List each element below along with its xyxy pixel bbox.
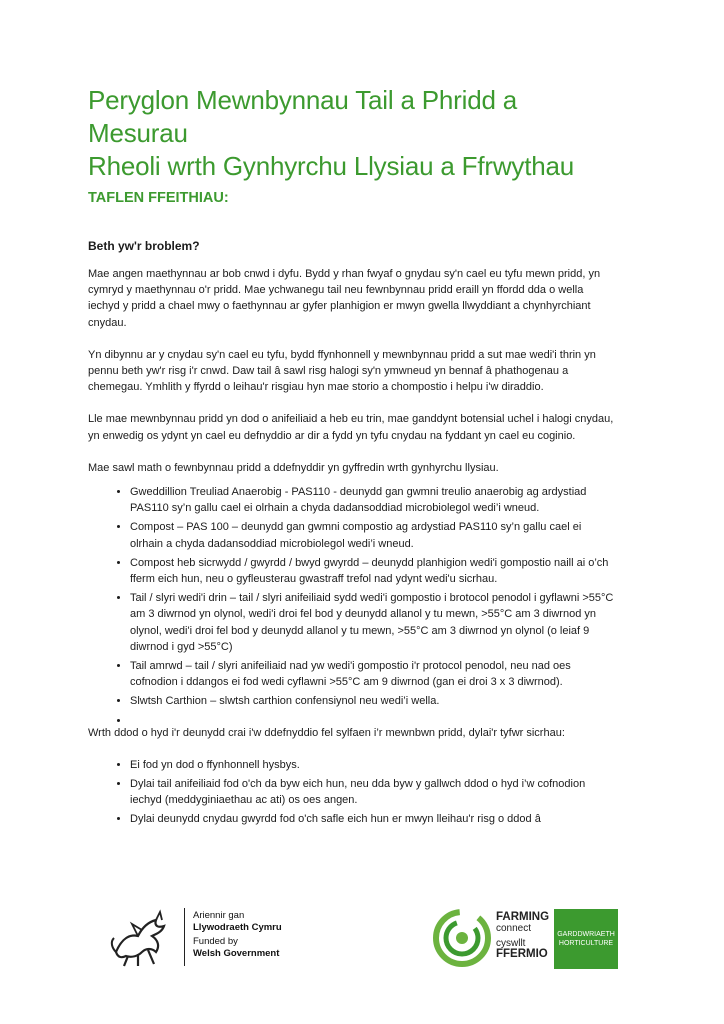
input-types-list: [88, 484, 616, 725]
fc-line: FARMING: [496, 911, 550, 923]
welsh-dragon-icon: [108, 908, 176, 968]
logo-divider: [184, 908, 185, 966]
list-item: • Dylai tail anifeiliaid fod o'ch da byw eich hun, neu dda byw y gallwch ddod o hyd i’w cofnodion iechyd (meddyginiaethau ac ati) os oes angen.: [130, 776, 616, 808]
gov-line: Llywodraeth Cymru: [193, 921, 282, 933]
section-heading: Beth yw'r broblem?: [88, 239, 200, 253]
list-item: • Compost – PAS 100 – deunydd gan gwmni compostio ag ardystiad PAS110 sy’n gallu cael ei olrhain a chyda dadansoddiad microbiolegol wedi’i wneud.: [130, 519, 616, 551]
document-title: [88, 84, 616, 183]
gov-line: Ariennir gan: [193, 910, 245, 921]
farming-connect-ring-icon: [430, 906, 494, 970]
paragraph: Lle mae mewnbynnau pridd yn dod o anifeiliaid a heb eu trin, mae ganddynt botensial uchel i halogi cnydau, yn enwedig os ydynt yn cael eu defnyddio ar dir a fydd yn tyfu cnydau na fyddant yn cael eu coginio.: [88, 413, 614, 442]
paragraph: Yn dibynnu ar y cnydau sy'n cael eu tyfu, bydd ffynhonnell y mewnbynnau pridd a sut mae wedi'i thrin yn pennu beth yw'r risg i'r cnwd. Daw tail â sawl risg halogi sy'n ymwneud yn bennaf â phathogenau a chemegau. Ymhlith y ffyrdd o leihau'r risgiau hyn mae storio a chompostio i helpu i'w diraddio.: [88, 348, 596, 394]
hort-line: HORTICULTURE: [558, 940, 614, 947]
fc-line: connect: [496, 923, 532, 934]
list-item: • Dylai deunydd cnydau gwyrdd fod o'ch safle eich hun er mwyn lleihau'r risg o ddod â: [130, 811, 616, 827]
gov-line: Funded by: [193, 936, 238, 947]
list-item: • Ei fod yn dod o ffynhonnell hysbys.: [130, 757, 616, 773]
fc-line: cyswllt: [496, 938, 526, 949]
list-item: • Tail amrwd – tail / slyri anifeiliaid nad yw wedi'i gompostio i'r protocol penodol, neu nad oes cofnodion i ddangos ei fod wedi cyflawni >55°C am 9 diwrnod (gan ei droi 3 x 3 diwrnod).: [130, 658, 616, 690]
footer-logos: [108, 906, 618, 978]
gov-line: Welsh Government: [193, 947, 280, 959]
horticulture-badge: [554, 909, 618, 969]
title-line-1: Peryglon Mewnbynnau Tail a Phridd a Mesurau: [88, 85, 518, 148]
paragraph: Mae sawl math o fewnbynnau pridd a ddefnyddir yn gyffredin wrth gynhyrchu llysiau.: [88, 461, 499, 474]
document-page: [88, 84, 616, 831]
welsh-government-logo-text: [193, 910, 282, 959]
list-item: • Compost heb sicrwydd / gwyrdd / bwyd gwyrdd – deunydd planhigion wedi'i gompostio naill ai o’ch fferm eich hun, neu o gyfleusterau gwastraff trefol nad ydynt wedi'u sicrhau.: [130, 555, 616, 587]
paragraph: Mae angen maethynnau ar bob cnwd i dyfu. Bydd y rhan fwyaf o gnydau sy'n cael eu tyfu mewn pridd, yn cymryd y maethynnau o'r pridd. Mae ychwanegu tail neu fewnbynnau pridd eraill yn ffordd dda o wella iechyd y pridd a chael mwy o faethynnau ar gyfer planhigion er mwyn gwella llwyddiant a chynhyrchiant cnydau.: [88, 268, 601, 329]
list-item: • Tail / slyri wedi'i drin – tail / slyri anifeiliaid sydd wedi'i gompostio i brotocol penodol i gyflawni >55°C am 3 diwrnod yn olynol, wedi'i droi fel bod y deunydd allanol y tu mewn, >55°C am 3 diwrnod yn olynol, wedi'i droi fel bod y deunydd allanol y tu mewn, >55°C am 3 diwrnod yn olynol (o leiaf 9 diwrnod i gyd >55°C): [130, 590, 616, 655]
title-line-2: Rheoli wrth Gynhyrchu Llysiau a Ffrwythau: [88, 151, 575, 181]
grower-checklist: [88, 757, 616, 828]
list-item: • Slwtsh Carthion – slwtsh carthion confensiynol neu wedi’i wella.: [130, 693, 616, 709]
list-item-empty: [130, 713, 616, 725]
document-subtitle: TAFLEN FFEITHIAU:: [88, 190, 229, 206]
fc-line: FFERMIO: [496, 948, 548, 960]
hort-line: GARDDWRIAETH: [557, 931, 615, 938]
paragraph: Wrth ddod o hyd i'r deunydd crai i'w ddefnyddio fel sylfaen i’r mewnbwn pridd, dylai'r tyfwr sicrhau:: [88, 726, 565, 739]
farming-connect-logo-text: [496, 912, 549, 960]
list-item: • Gweddillion Treuliad Anaerobig - PAS110 - deunydd gan gwmni treulio anaerobig ag ardystiad PAS110 sy’n gallu cael ei olrhain a chyda dadansoddiad microbiolegol wedi’i wneud.: [130, 484, 616, 516]
